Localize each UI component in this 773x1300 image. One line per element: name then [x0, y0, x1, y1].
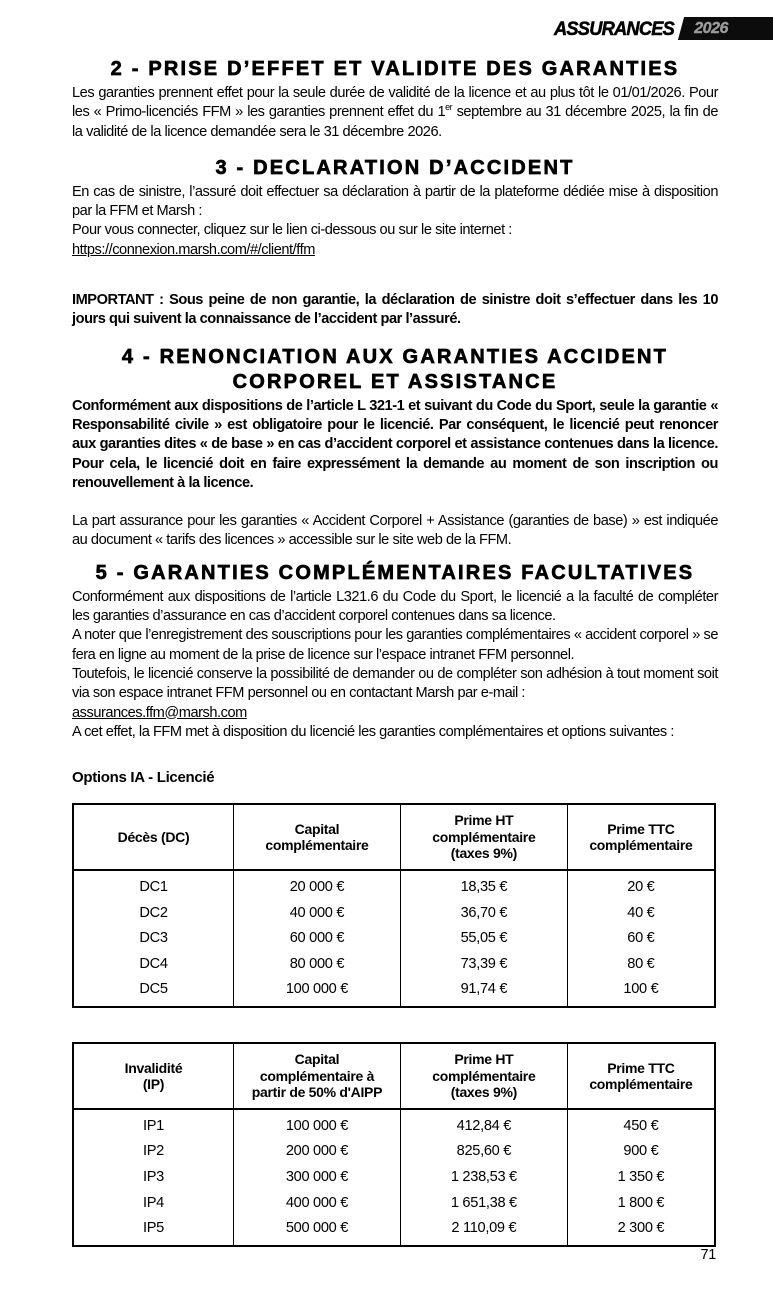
- table-row: [73, 1190, 715, 1216]
- table-row: [73, 900, 715, 926]
- section-4-paragraph-1: Conformément aux dispositions de l’article L 321-1 et suivant du Code du Sport, seule la garantie « Responsabilité civile » est obligatoire pour le licencié. Par conséquent, le licencié peut renoncer aux garanties dites « de base » en cas d’accident corporel et assistance contenues dans la licence. Pour cela, le licencié doit en faire expressément la demande au moment de son inscription ou renouvellement à la licence.: [72, 397, 718, 491]
- column-header: Prime HT complémentaire (taxes 9%): [400, 1043, 567, 1109]
- table-cell: 36,70 €: [400, 900, 567, 926]
- table-cell: 40 000 €: [234, 900, 401, 926]
- section-5-paragraph-3: Toutefois, le licencié conserve la possibilité de demander ou de compléter son adhésion à tout moment soit via son espace intranet FFM personnel ou en contactant Marsh par e-mail :: [72, 665, 718, 702]
- options-ia-label: Options IA - Licencié: [72, 769, 215, 787]
- table-cell: 412,84 €: [400, 1109, 567, 1139]
- marsh-claims-link[interactable]: https://connexion.marsh.com/#/client/ffm: [72, 241, 315, 258]
- section-3-paragraph-1: En cas de sinistre, l’assuré doit effectuer sa déclaration à partir de la plateforme dédiée mise à disposition par la FFM et Marsh :: [72, 183, 718, 220]
- column-header: Capital complémentaire: [234, 804, 401, 870]
- table-cell: 91,74 €: [400, 977, 567, 1008]
- table-row: [73, 870, 715, 900]
- table-cell: 200 000 €: [234, 1139, 401, 1165]
- table-cell: DC4: [73, 951, 234, 977]
- deces-options-table: [72, 803, 716, 1008]
- table-row: [73, 1215, 715, 1246]
- section-4-title-line1: 4 - RENONCIATION AUX GARANTIES ACCIDENT: [121, 345, 669, 368]
- year-badge-label: 2026: [694, 20, 728, 37]
- table-cell: 20 €: [567, 870, 715, 900]
- table-cell: 20 000 €: [234, 870, 401, 900]
- table-cell: 450 €: [567, 1109, 715, 1139]
- table-cell: 1 800 €: [567, 1190, 715, 1216]
- table-cell: 100 000 €: [234, 977, 401, 1008]
- table-cell: 80 €: [567, 951, 715, 977]
- column-header: Prime TTC complémentaire: [567, 1043, 715, 1109]
- column-header: Prime HT complémentaire (taxes 9%): [400, 804, 567, 870]
- table-cell: 825,60 €: [400, 1139, 567, 1165]
- section-5-paragraph-4: A cet effet, la FFM met à disposition du licencié les garanties complémentaires et options suivantes :: [72, 723, 674, 740]
- ordinal-superscript: er: [445, 102, 453, 113]
- section-5-paragraph-1: Conformément aux dispositions de l’article L321.6 du Code du Sport, le licencié a la faculté de compléter les garanties d’assurance en cas d’accident corporel contenues dans sa licence.: [72, 588, 718, 625]
- assurances-logo-text: ASSURANCES: [553, 19, 674, 40]
- section-3-title: 3 - DECLARATION D’ACCIDENT: [215, 156, 575, 179]
- table-cell: DC1: [73, 870, 234, 900]
- table-row: [73, 925, 715, 951]
- table-cell: DC2: [73, 900, 234, 926]
- section-4-paragraph-2: La part assurance pour les garanties « Accident Corporel + Assistance (garanties de base) » est indiquée au document « tarifs des licences » accessible sur le site web de la FFM.: [72, 513, 718, 549]
- table-cell: 400 000 €: [234, 1190, 401, 1216]
- table-row: [73, 1109, 715, 1139]
- column-header: Capital complémentaire à partir de 50% d'AIPP: [234, 1043, 401, 1109]
- section-2-title: 2 - PRISE D’EFFET ET VALIDITE DES GARANTIES: [110, 58, 680, 80]
- section-5-paragraph-2: A noter que l’enregistrement des souscriptions pour les garanties complémentaires « accident corporel » se fera en ligne au moment de la prise de licence sur l’espace intranet FFM personnel.: [72, 627, 718, 663]
- section-4-title: [72, 345, 718, 395]
- column-header: Invalidité (IP): [73, 1043, 234, 1109]
- table-cell: 1 651,38 €: [400, 1190, 567, 1216]
- table-cell: IP5: [73, 1215, 234, 1246]
- year-badge: [678, 17, 773, 40]
- table-cell: 60 000 €: [234, 925, 401, 951]
- table-cell: IP4: [73, 1190, 234, 1216]
- table-cell: 2 110,09 €: [400, 1215, 567, 1246]
- invalidite-options-table: [72, 1042, 716, 1247]
- table-cell: 18,35 €: [400, 870, 567, 900]
- section-3-paragraph-2: Pour vous connecter, cliquez sur le lien ci-dessous ou sur le site internet :: [72, 222, 512, 239]
- table-cell: 55,05 €: [400, 925, 567, 951]
- section-5-title: 5 - GARANTIES COMPLÉMENTAIRES FACULTATIVES: [95, 561, 695, 584]
- table-cell: 500 000 €: [234, 1215, 401, 1246]
- table-cell: IP1: [73, 1109, 234, 1139]
- table-cell: IP3: [73, 1164, 234, 1190]
- table-cell: 40 €: [567, 900, 715, 926]
- table-cell: 80 000 €: [234, 951, 401, 977]
- section-4-title-line2: CORPOREL ET ASSISTANCE: [232, 370, 558, 393]
- header-row: [73, 1043, 715, 1109]
- table-cell: 100 000 €: [234, 1109, 401, 1139]
- section-2-text-post: septembre au 31 décembre 2025, la fin de la validité de la licence demandée sera le 31 décembre 2026.: [72, 104, 718, 140]
- table-cell: 300 000 €: [234, 1164, 401, 1190]
- column-header: Prime TTC complémentaire: [567, 804, 715, 870]
- table-row: [73, 977, 715, 1008]
- section-2-text-pre: Les garanties prennent effet pour la seule durée de validité de la licence et au plus tôt le 01/01/2026. Pour les « Primo-licenciés FFM » les garanties prennent effet du 1: [72, 85, 718, 121]
- header-row: [73, 804, 715, 870]
- table-cell: 73,39 €: [400, 951, 567, 977]
- table-cell: 1 238,53 €: [400, 1164, 567, 1190]
- table-cell: DC5: [73, 977, 234, 1008]
- table-cell: 900 €: [567, 1139, 715, 1165]
- table-cell: 2 300 €: [567, 1215, 715, 1246]
- table-cell: DC3: [73, 925, 234, 951]
- column-header: Décès (DC): [73, 804, 234, 870]
- table-row: [73, 1139, 715, 1165]
- important-notice: IMPORTANT : Sous peine de non garantie, la déclaration de sinistre doit s’effectuer dans les 10 jours qui suivent la connaissance de l’accident par l’assuré.: [72, 292, 718, 328]
- table-cell: IP2: [73, 1139, 234, 1165]
- table-cell: 60 €: [567, 925, 715, 951]
- table-cell: 1 350 €: [567, 1164, 715, 1190]
- section-2-paragraph: [72, 84, 718, 142]
- table-row: [73, 951, 715, 977]
- marsh-email-link[interactable]: assurances.ffm@marsh.com: [72, 704, 247, 721]
- page-number: 71: [700, 1247, 716, 1263]
- table-cell: 100 €: [567, 977, 715, 1008]
- table-row: [73, 1164, 715, 1190]
